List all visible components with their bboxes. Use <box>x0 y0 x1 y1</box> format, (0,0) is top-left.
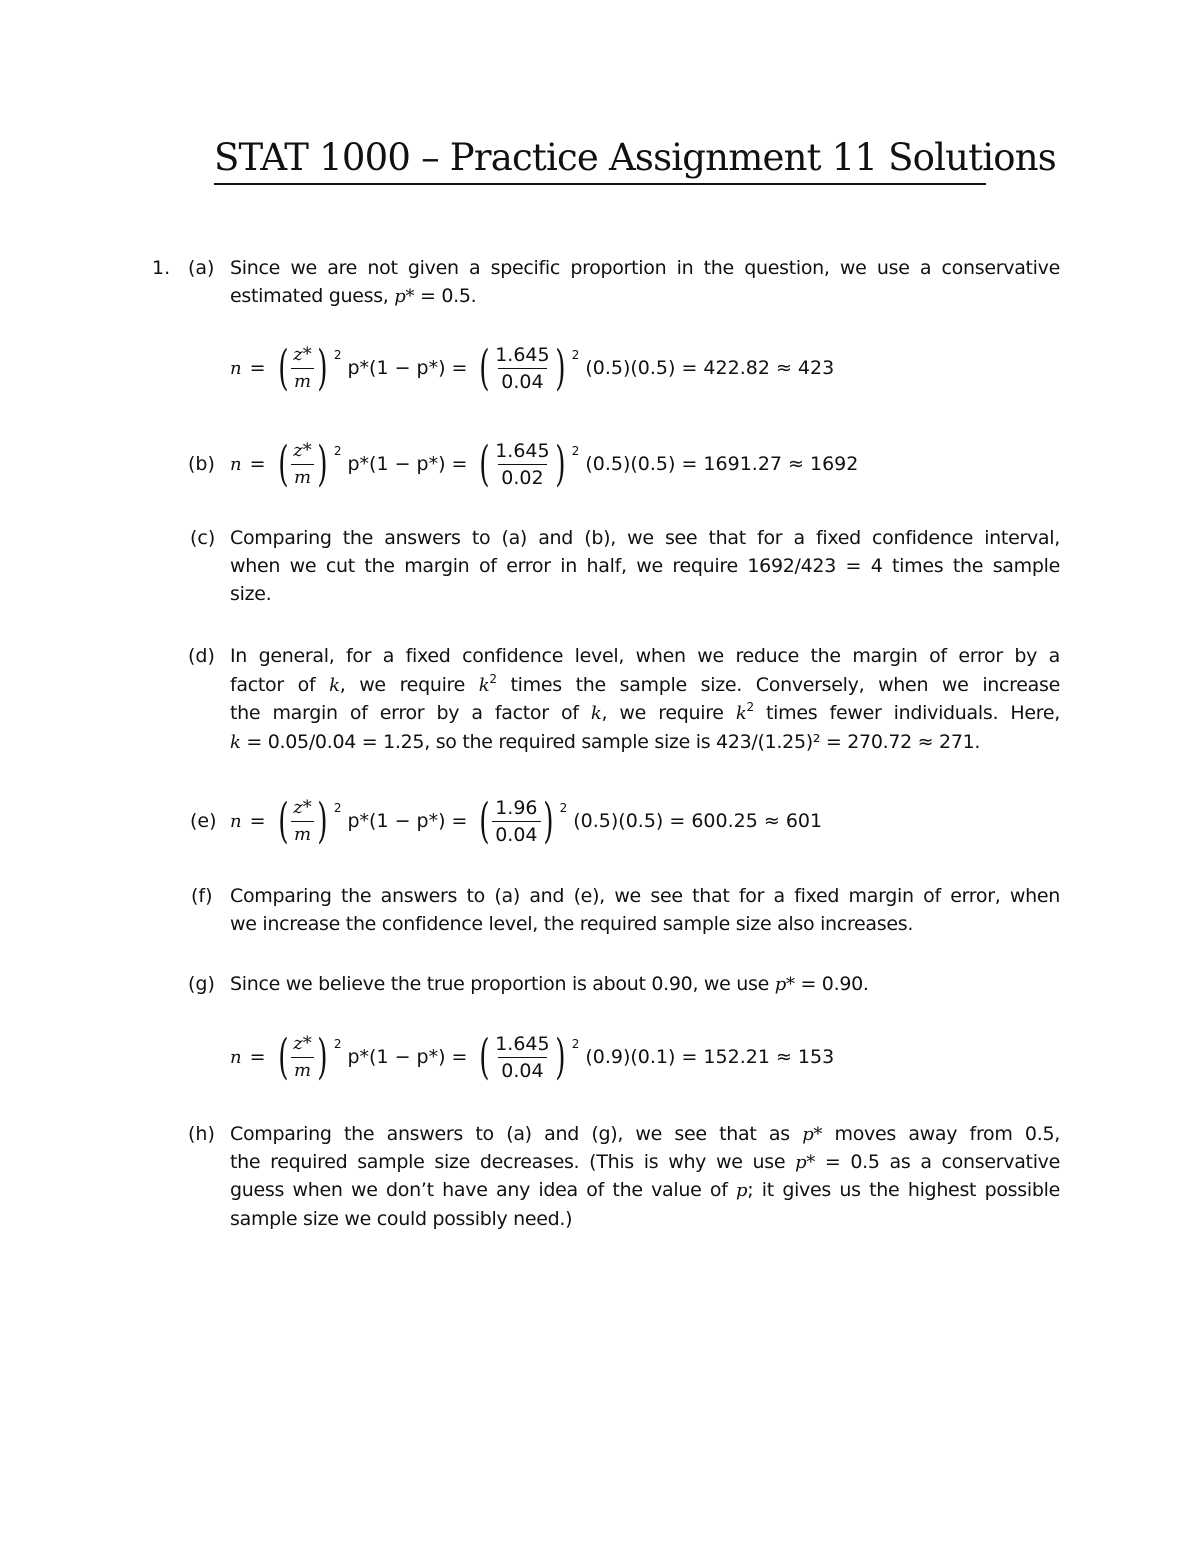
k-symbol: k <box>478 675 490 696</box>
equals-sign: = <box>249 1046 266 1068</box>
part-f-line2: we increase the confidence level, the required sample size also increases. <box>230 913 914 935</box>
title-underline <box>214 183 986 185</box>
square-exponent: 2 <box>559 800 568 815</box>
part-d-line3 <box>230 699 1060 728</box>
equation-result: (0.5)(0.5) = 600.25 ≈ 601 <box>573 810 823 832</box>
part-a-equation <box>230 328 834 408</box>
part-h-line1 <box>230 1120 1060 1149</box>
equals-sign: = <box>249 810 266 832</box>
part-e-equation <box>230 781 822 861</box>
z-symbol: z* <box>293 796 312 818</box>
n-symbol: n <box>230 357 242 379</box>
part-c-line3: size. <box>230 583 272 605</box>
part-h-line2-b: = 0.5 as a conservative <box>815 1151 1061 1173</box>
fraction-numerator: 1.645 <box>495 439 550 462</box>
square-exponent: 2 <box>333 800 342 815</box>
p-symbol: p <box>736 1180 748 1201</box>
fraction-denominator: 0.02 <box>498 464 546 489</box>
part-g-line1-eq: = 0.90. <box>794 973 869 995</box>
part-g-line1 <box>230 970 869 999</box>
square-exponent: 2 <box>333 443 342 458</box>
numeric-fraction-group: ( $\frac{1.645}{0.04}$ ) 2 <box>479 340 580 396</box>
equals-sign: = <box>249 357 266 379</box>
equals-sign: = <box>249 453 266 475</box>
part-d-label: (d) <box>188 645 215 667</box>
part-d-line4 <box>230 728 980 757</box>
n-symbol: n <box>230 810 242 832</box>
part-h-line4: sample size we could possibly need.) <box>230 1208 573 1230</box>
fraction-numerator: 1.96 <box>495 796 538 819</box>
equation-result: (0.5)(0.5) = 1691.27 ≈ 1692 <box>585 453 859 475</box>
square-exponent: 2 <box>489 672 497 686</box>
part-d-line3-a: the margin of error by a factor of <box>230 702 591 724</box>
k-symbol: k <box>735 703 747 724</box>
fraction-numerator: 1.645 <box>495 343 550 366</box>
part-g-label: (g) <box>188 973 215 995</box>
part-a-line2-eq: = 0.5. <box>414 285 477 307</box>
equation-result: (0.5)(0.5) = 422.82 ≈ 423 <box>585 357 835 379</box>
square-exponent: 2 <box>746 700 754 714</box>
z-over-m-group: ( $\frac{z*}{m}$ ) 2 <box>277 1029 342 1085</box>
m-symbol: m <box>291 821 314 846</box>
part-h-line3-a: guess when we don’t have any idea of the value of <box>230 1179 737 1201</box>
part-a-label: (a) <box>188 257 215 279</box>
part-c-line1: Comparing the answers to (a) and (b), we see that for a fixed confidence interval, <box>230 527 1060 549</box>
part-a-line2 <box>230 282 476 311</box>
part-d-line2-b: , we require <box>339 674 479 696</box>
part-h-line1-a: Comparing the answers to (a) and (g), we see that as <box>230 1123 803 1145</box>
k-symbol: k <box>329 675 340 696</box>
part-f-line1: Comparing the answers to (a) and (e), we see that for a fixed margin of error, when <box>230 885 1060 907</box>
pstar-symbol: p* <box>774 974 795 995</box>
square-exponent: 2 <box>571 347 580 362</box>
variance-term: p*(1 − p*) = <box>347 1046 468 1068</box>
n-symbol: n <box>230 1046 242 1068</box>
part-b-equation <box>230 424 858 504</box>
z-over-m-group: ( $\frac{z*}{m}$ ) 2 <box>277 340 342 396</box>
part-b-label: (b) <box>188 453 215 475</box>
part-d-line1: In general, for a fixed confidence level, when we reduce the margin of error by a <box>230 645 1060 667</box>
k-symbol: k <box>590 703 602 724</box>
part-h-line3 <box>230 1176 1060 1205</box>
m-symbol: m <box>291 368 314 393</box>
z-over-m-group: ( $\frac{z*}{m}$ ) 2 <box>277 436 342 492</box>
fraction-denominator: 0.04 <box>498 368 546 393</box>
square-exponent: 2 <box>571 1036 580 1051</box>
part-e-label: (e) <box>190 810 217 832</box>
equation-result: (0.9)(0.1) = 152.21 ≈ 153 <box>585 1046 835 1068</box>
z-symbol: z* <box>293 343 312 365</box>
fraction-denominator: 0.04 <box>498 1057 546 1082</box>
variance-term: p*(1 − p*) = <box>347 453 468 475</box>
k-symbol: k <box>230 732 241 753</box>
square-exponent: 2 <box>333 347 342 362</box>
pstar-symbol: p* <box>394 286 415 307</box>
pstar-symbol: p* <box>795 1152 816 1173</box>
pstar-symbol: p* <box>802 1124 823 1145</box>
part-d-line4-text: = 0.05/0.04 = 1.25, so the required sample size is 423/(1.25)² = 270.72 ≈ 271. <box>240 731 981 753</box>
variance-term: p*(1 − p*) = <box>347 357 468 379</box>
part-h-line2-a: the required sample size decreases. (This is why we use <box>230 1151 796 1173</box>
part-c-label: (c) <box>190 527 216 549</box>
part-h-label: (h) <box>188 1123 215 1145</box>
variance-term: p*(1 − p*) = <box>347 810 468 832</box>
z-over-m-group: ( $\frac{z*}{m}$ ) 2 <box>277 793 342 849</box>
part-d-line2 <box>230 671 1060 700</box>
fraction-numerator: 1.645 <box>495 1032 550 1055</box>
numeric-fraction-group: ( $\frac{1.96}{0.04}$ ) 2 <box>479 793 568 849</box>
n-symbol: n <box>230 453 242 475</box>
part-h-line3-b: ; it gives us the highest possible <box>747 1179 1060 1201</box>
fraction-denominator: 0.04 <box>492 821 540 846</box>
z-symbol: z* <box>293 1032 312 1054</box>
part-d-line2-a: factor of <box>230 674 330 696</box>
numeric-fraction-group: ( $\frac{1.645}{0.02}$ ) 2 <box>479 436 580 492</box>
part-g-equation <box>230 1017 834 1097</box>
square-exponent: 2 <box>333 1036 342 1051</box>
numeric-fraction-group: ( $\frac{1.645}{0.04}$ ) 2 <box>479 1029 580 1085</box>
part-d-line3-c: times fewer individuals. Here, <box>753 702 1061 724</box>
page-title: STAT 1000 – Practice Assignment 11 Solutions <box>214 136 1056 179</box>
z-symbol: z* <box>293 439 312 461</box>
question-number: 1. <box>152 257 171 279</box>
part-a-line1: Since we are not given a specific proportion in the question, we use a conservative <box>230 257 1060 279</box>
part-d-line2-c: times the sample size. Conversely, when we increase <box>496 674 1061 696</box>
part-h-line1-b: moves away from 0.5, <box>822 1123 1060 1145</box>
square-exponent: 2 <box>571 443 580 458</box>
part-h-line2 <box>230 1148 1060 1177</box>
part-c-line2: when we cut the margin of error in half, we require 1692/423 = 4 times the sample <box>230 555 1060 577</box>
part-f-label: (f) <box>191 885 213 907</box>
m-symbol: m <box>291 464 314 489</box>
part-d-line3-b: , we require <box>601 702 736 724</box>
part-g-line1-text: Since we believe the true proportion is about 0.90, we use <box>230 973 775 995</box>
part-a-line2-text: estimated guess, <box>230 285 395 307</box>
m-symbol: m <box>291 1057 314 1082</box>
